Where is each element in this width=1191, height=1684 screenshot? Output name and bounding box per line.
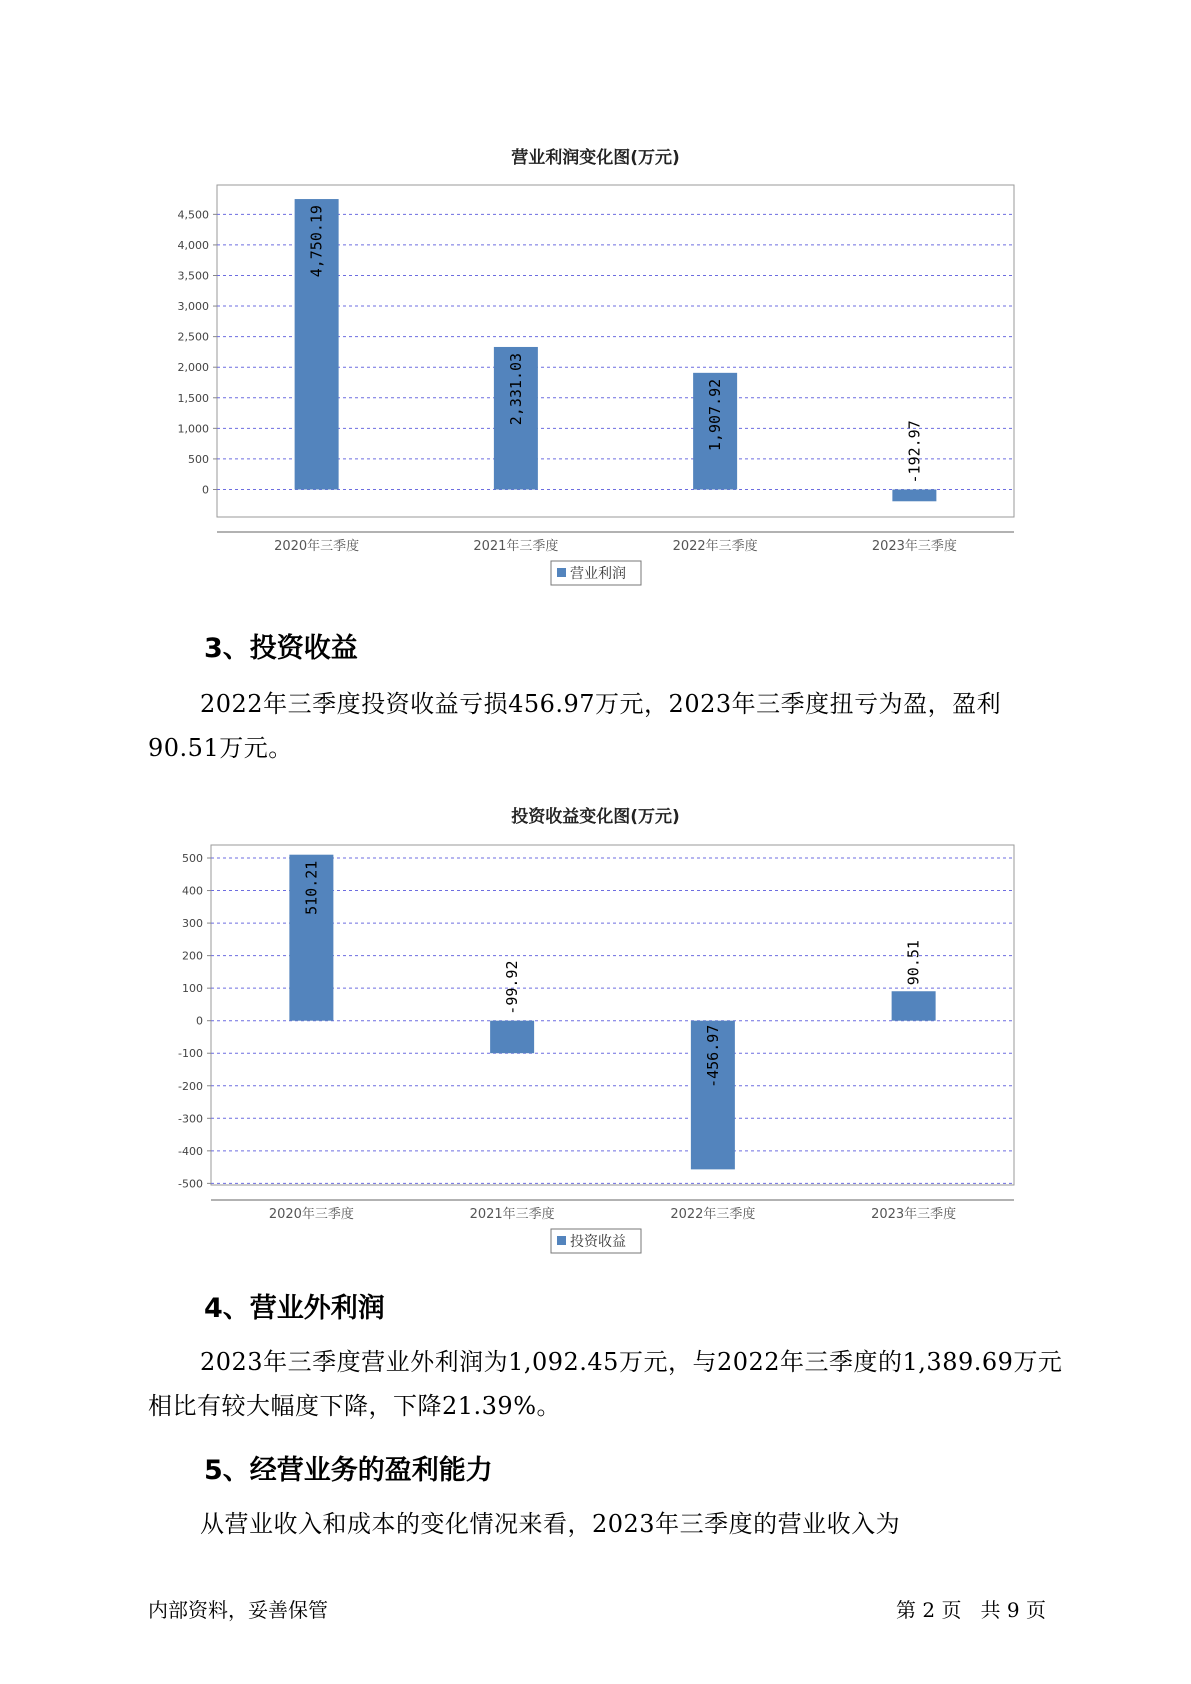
legend-swatch <box>557 1236 566 1245</box>
y-tick-label: 500 <box>182 852 203 866</box>
y-tick-label: -500 <box>178 1177 203 1191</box>
x-category-label: 2023年三季度 <box>871 539 957 554</box>
legend-swatch <box>557 568 566 577</box>
chart-title-operating-profit: 营业利润变化图(万元) <box>511 148 680 168</box>
bar <box>892 489 936 501</box>
chart-title-investment-income: 投资收益变化图(万元) <box>511 807 680 827</box>
footer-confidential-note: 内部资料，妥善保管 <box>148 1598 328 1622</box>
y-tick-label: -400 <box>178 1144 203 1158</box>
bar-value-label: -456.97 <box>703 1024 722 1088</box>
x-category-label: 2020年三季度 <box>268 1207 354 1222</box>
y-tick-label: 3,500 <box>177 269 209 283</box>
bar-value-label: 2,331.03 <box>506 352 525 426</box>
y-tick-label: 100 <box>182 982 203 996</box>
footer-page-number: 第 2 页 共 9 页 <box>896 1598 1046 1622</box>
y-tick-label: 300 <box>182 917 203 931</box>
bar-value-label: 4,750.19 <box>307 205 326 278</box>
section-heading-non-operating-profit: 4、营业外利润 <box>204 1293 385 1324</box>
y-tick-label: 500 <box>188 452 209 466</box>
bar-value-label: -192.97 <box>905 420 924 484</box>
bar-value-label: 90.51 <box>904 940 923 986</box>
x-category-label: 2022年三季度 <box>670 1207 756 1222</box>
section-text-operating-profitability: 从营业收入和成本的变化情况来看，2023年三季度的营业收入为 <box>200 1510 901 1538</box>
operating-profit-chart <box>0 150 1191 580</box>
y-tick-label: 3,000 <box>177 300 209 314</box>
x-category-label: 2022年三季度 <box>672 539 758 554</box>
y-tick-label: 400 <box>182 884 203 898</box>
y-tick-label: 2,500 <box>177 330 209 344</box>
bar <box>892 991 936 1020</box>
section-text-non-operating-profit: 2023年三季度营业外利润为1,092.45万元，与2022年三季度的1,389.69万元相比有较大幅度下降，下降21.39%。 <box>148 1348 1063 1420</box>
y-tick-label: 0 <box>202 483 209 497</box>
x-category-label: 2020年三季度 <box>274 539 360 554</box>
bar-value-label: -99.92 <box>503 960 522 1015</box>
bar-value-label: 510.21 <box>302 860 321 915</box>
x-category-label: 2023年三季度 <box>871 1207 957 1222</box>
y-tick-label: -100 <box>178 1047 203 1061</box>
y-tick-label: 1,000 <box>177 422 209 436</box>
y-tick-label: 4,500 <box>177 208 209 222</box>
section-heading-investment-income: 3、投资收益 <box>204 633 358 664</box>
legend-label: 营业利润 <box>570 566 626 582</box>
y-tick-label: -200 <box>178 1079 203 1093</box>
bar <box>490 1021 534 1054</box>
y-tick-label: 2,000 <box>177 361 209 375</box>
y-tick-label: -300 <box>178 1112 203 1126</box>
bar-value-label: 1,907.92 <box>706 378 725 452</box>
section-text-investment-income: 2022年三季度投资收益亏损456.97万元，2023年三季度扭亏为盈，盈利90.51万元。 <box>148 690 1002 762</box>
x-category-label: 2021年三季度 <box>473 539 559 554</box>
y-tick-label: 200 <box>182 949 203 963</box>
section-heading-operating-profitability: 5、经营业务的盈利能力 <box>204 1455 493 1486</box>
y-tick-label: 0 <box>196 1014 203 1028</box>
y-tick-label: 4,000 <box>177 238 209 252</box>
legend-label: 投资收益 <box>570 1234 626 1250</box>
x-category-label: 2021年三季度 <box>469 1207 555 1222</box>
y-tick-label: 1,500 <box>177 391 209 405</box>
investment-income-chart <box>0 810 1191 1250</box>
